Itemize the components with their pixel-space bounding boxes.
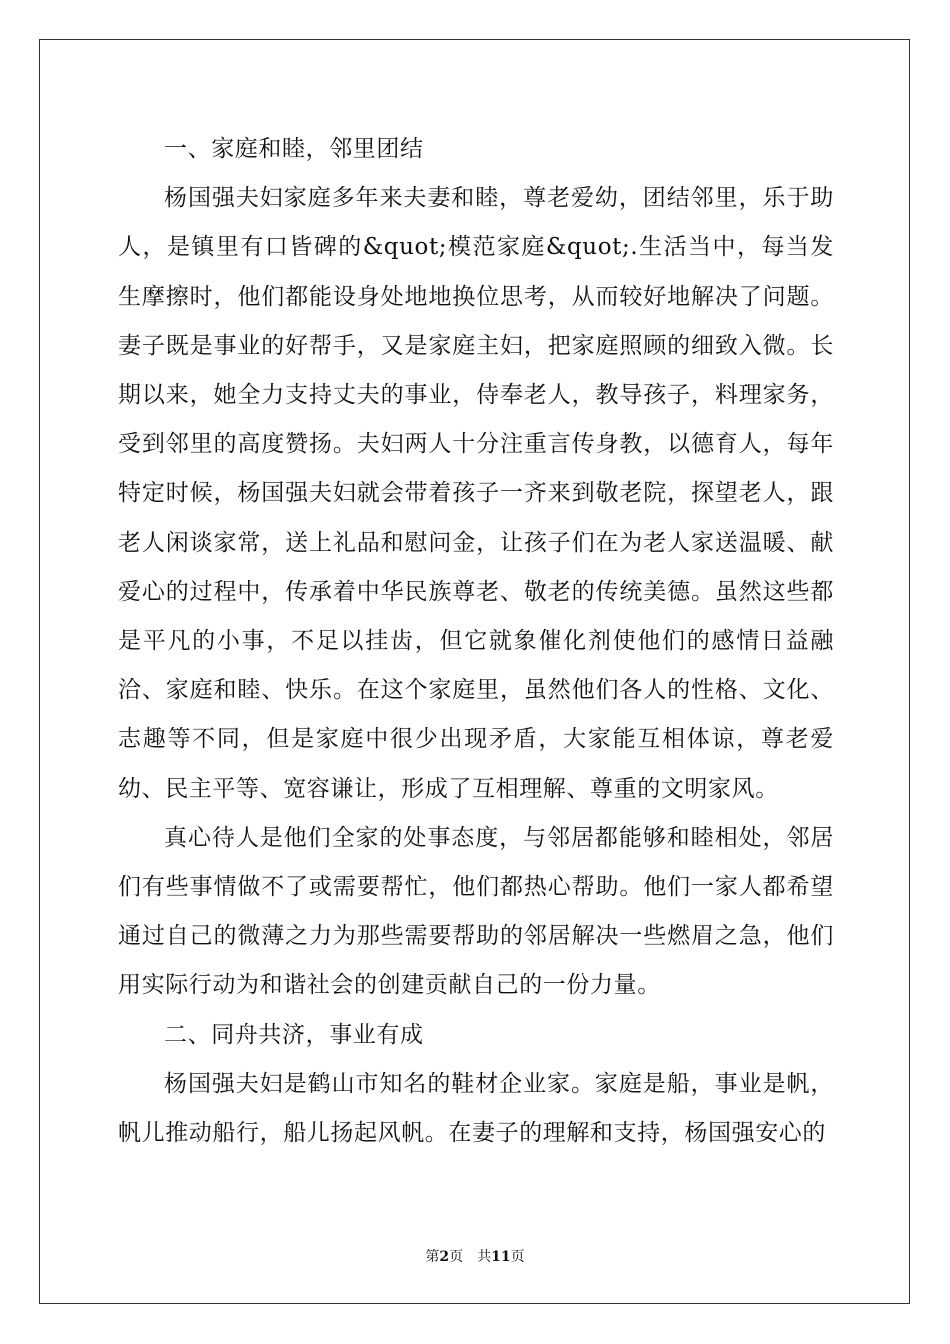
section-heading-2: 二、同舟共济，事业有成 <box>164 1021 424 1048</box>
page-prefix: 第 <box>425 1249 440 1265</box>
body-paragraph-2: 真心待人是他们全家的处事态度，与邻居都能够和睦相处，邻居们有些事情做不了或需要帮忙，他们都热心帮助。他们一家人都希望通过自己的微薄之力为那些需要帮助的邻居解决一些燃眉之急，他们用实际行动为和谐社会的创建贡献自己的一份力量。 <box>118 824 834 999</box>
document-body <box>118 125 834 1158</box>
body-paragraph-3: 杨国强夫妇是鹤山市知名的鞋材企业家。家庭是船，事业是帆，帆儿推动船行，船儿扬起风帆。在妻子的理解和支持，杨国强安心的 <box>118 1070 834 1147</box>
page-footer <box>0 1247 950 1267</box>
page-unit: 页 <box>449 1249 464 1265</box>
total-prefix: 共 <box>477 1249 492 1265</box>
page-total: 11 <box>491 1249 511 1265</box>
total-unit: 页 <box>510 1249 525 1265</box>
body-paragraph-1: 杨国强夫妇家庭多年来夫妻和睦，尊老爱幼，团结邻里，乐于助人，是镇里有口皆碑的&quot;模范家庭&quot;.生活当中，每当发生摩擦时，他们都能设身处地地换位思考，从而较好地解决了问题。妻子既是事业的好帮手，又是家庭主妇，把家庭照顾的细致入微。长期以来，她全力支持丈夫的事业，侍奉老人，教导孩子，料理家务，受到邻里的高度赞扬。夫妇两人十分注重言传身教，以德育人，每年特定时候，杨国强夫妇就会带着孩子一齐来到敬老院，探望老人，跟老人闲谈家常，送上礼品和慰问金，让孩子们在为老人家送温暖、献爱心的过程中，传承着中华民族尊老、敬老的传统美德。虽然这些都是平凡的小事，不足以挂齿，但它就象催化剂使他们的感情日益融洽、家庭和睦、快乐。在这个家庭里，虽然他们各人的性格、文化、志趣等不同，但是家庭中很少出现矛盾，大家能互相体谅，尊老爱幼、民主平等、宽容谦让，形成了互相理解、尊重的文明家风。 <box>118 185 834 802</box>
page-current: 2 <box>439 1249 450 1265</box>
section-heading-1: 一、家庭和睦，邻里团结 <box>164 136 424 162</box>
